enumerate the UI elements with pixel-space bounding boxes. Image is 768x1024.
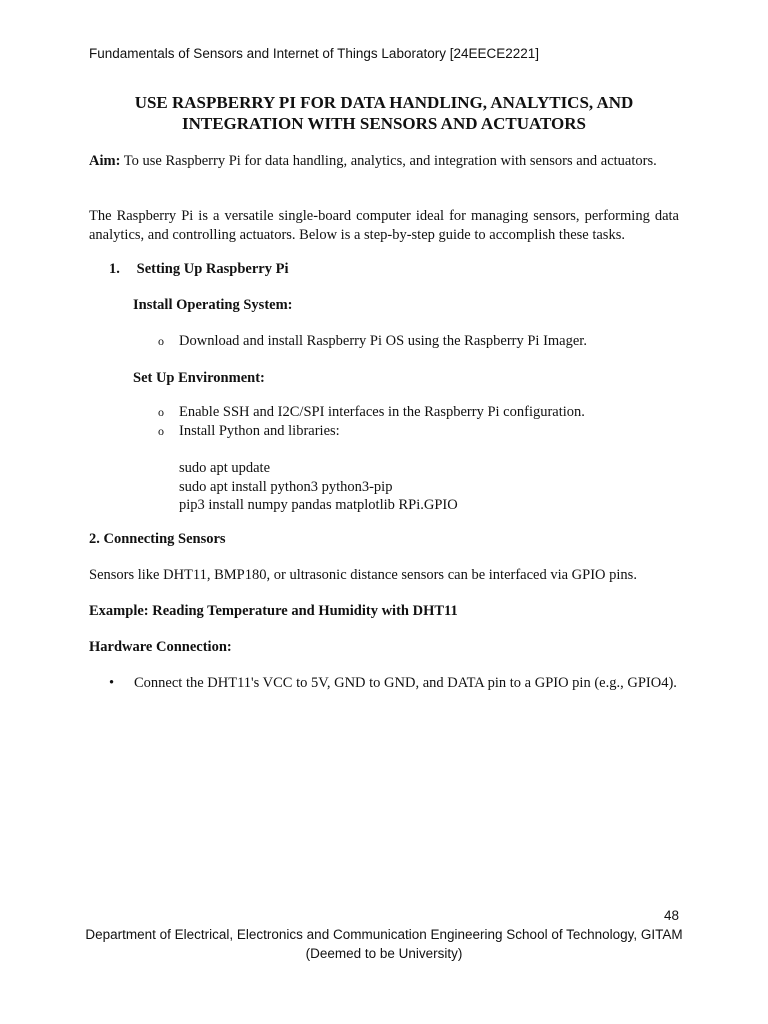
list-item bbox=[158, 423, 340, 440]
footer-line-1: Department of Electrical, Electronics and Communication Engineering School of Technology, GITAM bbox=[85, 927, 683, 942]
intro-paragraph: The Raspberry Pi is a versatile single-board computer ideal for managing sensors, performing data analytics, and controlling actuators. Below is a step-by-step guide to accomplish these tasks. bbox=[89, 208, 679, 243]
aim-label: Aim: bbox=[89, 153, 121, 169]
section-2-text: Sensors like DHT11, BMP180, or ultrasonic distance sensors can be interfaced via GPIO pins. bbox=[89, 567, 637, 583]
section-1-number: 1. bbox=[109, 261, 120, 277]
list-item-text: Download and install Raspberry Pi OS using the Raspberry Pi Imager. bbox=[179, 333, 587, 349]
list-item-text: Enable SSH and I2C/SPI interfaces in the Raspberry Pi configuration. bbox=[179, 404, 585, 420]
page-header: Fundamentals of Sensors and Internet of Things Laboratory [24EECE2221] bbox=[89, 46, 540, 61]
circle-bullet-icon: o bbox=[158, 424, 164, 438]
list-item bbox=[109, 674, 679, 693]
title-line-2: INTEGRATION WITH SENSORS AND ACTUATORS bbox=[181, 114, 586, 133]
list-item bbox=[158, 333, 587, 350]
install-os-heading: Install Operating System: bbox=[133, 297, 293, 313]
circle-bullet-icon: o bbox=[158, 405, 164, 419]
footer-line-2: (Deemed to be University) bbox=[305, 946, 463, 961]
aim-paragraph bbox=[89, 152, 679, 171]
document-title bbox=[0, 92, 768, 134]
section-1-title: Setting Up Raspberry Pi bbox=[136, 261, 289, 277]
page-number: 48 bbox=[663, 908, 679, 923]
command-block bbox=[179, 459, 458, 515]
list-item-text: Connect the DHT11's VCC to 5V, GND to GND, and DATA pin to a GPIO pin (e.g., GPIO4). bbox=[134, 675, 677, 691]
circle-bullet-icon: o bbox=[158, 334, 164, 348]
command-line: sudo apt install python3 python3-pip bbox=[179, 478, 393, 495]
setup-env-heading: Set Up Environment: bbox=[133, 370, 265, 386]
section-1-heading bbox=[109, 261, 288, 278]
list-item-text: Install Python and libraries: bbox=[179, 423, 340, 439]
command-line: sudo apt update bbox=[179, 460, 271, 476]
section-2-heading: 2. Connecting Sensors bbox=[89, 531, 226, 547]
page-footer bbox=[0, 925, 768, 963]
bullet-dot-icon: • bbox=[109, 675, 115, 691]
list-item bbox=[158, 404, 585, 421]
example-heading: Example: Reading Temperature and Humidity with DHT11 bbox=[89, 603, 458, 619]
command-line: pip3 install numpy pandas matplotlib RPi.GPIO bbox=[179, 497, 458, 513]
title-line-1: USE RASPBERRY PI FOR DATA HANDLING, ANALYTICS, AND bbox=[134, 93, 634, 112]
aim-text: To use Raspberry Pi for data handling, analytics, and integration with sensors and actuators. bbox=[123, 153, 657, 169]
hardware-heading: Hardware Connection: bbox=[89, 639, 232, 655]
